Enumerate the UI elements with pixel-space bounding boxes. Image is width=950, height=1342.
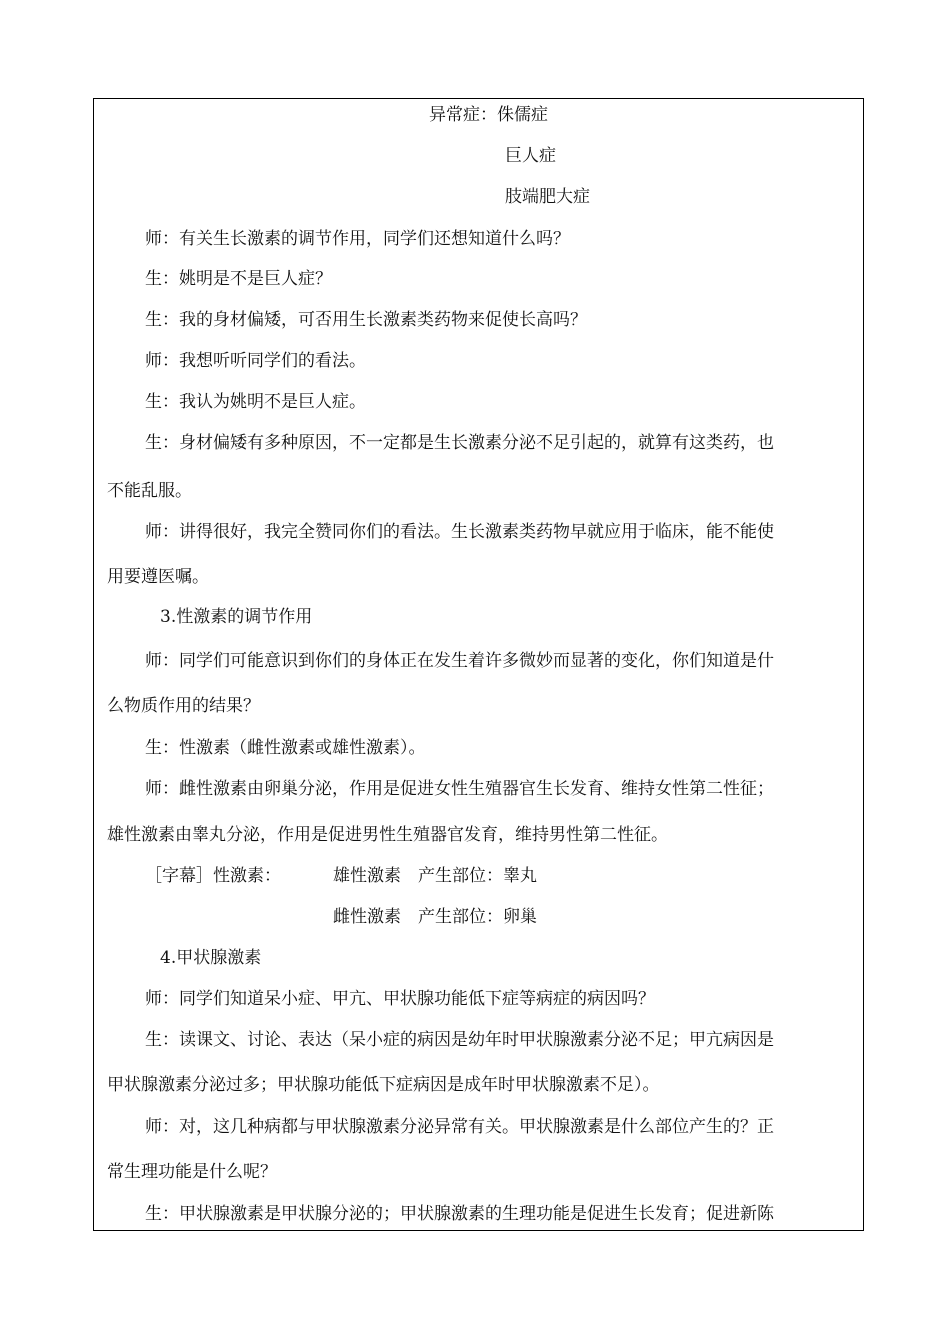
text-line: 生：身材偏矮有多种原因，不一定都是生长激素分泌不足引起的，就算有这类药，也 — [145, 433, 774, 453]
caption-line: 雌性激素 产生部位：卵巢 — [333, 907, 537, 927]
text-line: 么物质作用的结果？ — [107, 696, 260, 716]
text-line: 生：姚明是不是巨人症？ — [145, 269, 332, 289]
text-line: 生：我认为姚明不是巨人症。 — [145, 392, 366, 412]
text-line: 师：同学们可能意识到你们的身体正在发生着许多微妙而显著的变化，你们知道是什 — [145, 651, 774, 671]
text-line: 不能乱服。 — [107, 481, 192, 501]
text-line: 雄性激素由睾丸分泌，作用是促进男性生殖器官发育，维持男性第二性征。 — [107, 825, 668, 845]
text-line: 师：讲得很好，我完全赞同你们的看法。生长激素类药物早就应用于临床，能不能使 — [145, 522, 774, 542]
text-line: 用要遵医嘱。 — [107, 567, 209, 587]
section-heading: 4.甲状腺激素 — [160, 948, 262, 968]
text-line: 生：我的身材偏矮，可否用生长激素类药物来促使长高吗？ — [145, 310, 587, 330]
text-line: 肢端肥大症 — [505, 187, 590, 207]
text-line: 师：同学们知道呆小症、甲亢、甲状腺功能低下症等病症的病因吗？ — [145, 989, 655, 1009]
text-line: 师：对，这几种病都与甲状腺激素分泌异常有关。甲状腺激素是什么部位产生的？正 — [145, 1117, 774, 1137]
text-line: 师：雌性激素由卵巢分泌，作用是促进女性生殖器官生长发育、维持女性第二性征； — [145, 779, 774, 799]
text-line: 生：性激素（雌性激素或雄性激素）。 — [145, 738, 426, 758]
section-heading: 3.性激素的调节作用 — [160, 607, 313, 627]
caption-line: 雄性激素 产生部位：睾丸 — [333, 866, 537, 886]
caption-label: ［字幕］性激素： — [145, 866, 281, 886]
text-line: 生：读课文、讨论、表达（呆小症的病因是幼年时甲状腺激素分泌不足；甲亢病因是 — [145, 1030, 774, 1050]
text-line: 生：甲状腺激素是甲状腺分泌的；甲状腺激素的生理功能是促进生长发育；促进新陈 — [145, 1204, 774, 1224]
text-line: 巨人症 — [505, 146, 556, 166]
text-line: 师：我想听听同学们的看法。 — [145, 351, 366, 371]
text-line: 甲状腺激素分泌过多；甲状腺功能低下症病因是成年时甲状腺激素不足）。 — [107, 1075, 660, 1095]
text-line: 常生理功能是什么呢？ — [107, 1162, 277, 1182]
text-line: 师：有关生长激素的调节作用，同学们还想知道什么吗？ — [145, 229, 570, 249]
text-line: 异常症：侏儒症 — [429, 105, 548, 125]
